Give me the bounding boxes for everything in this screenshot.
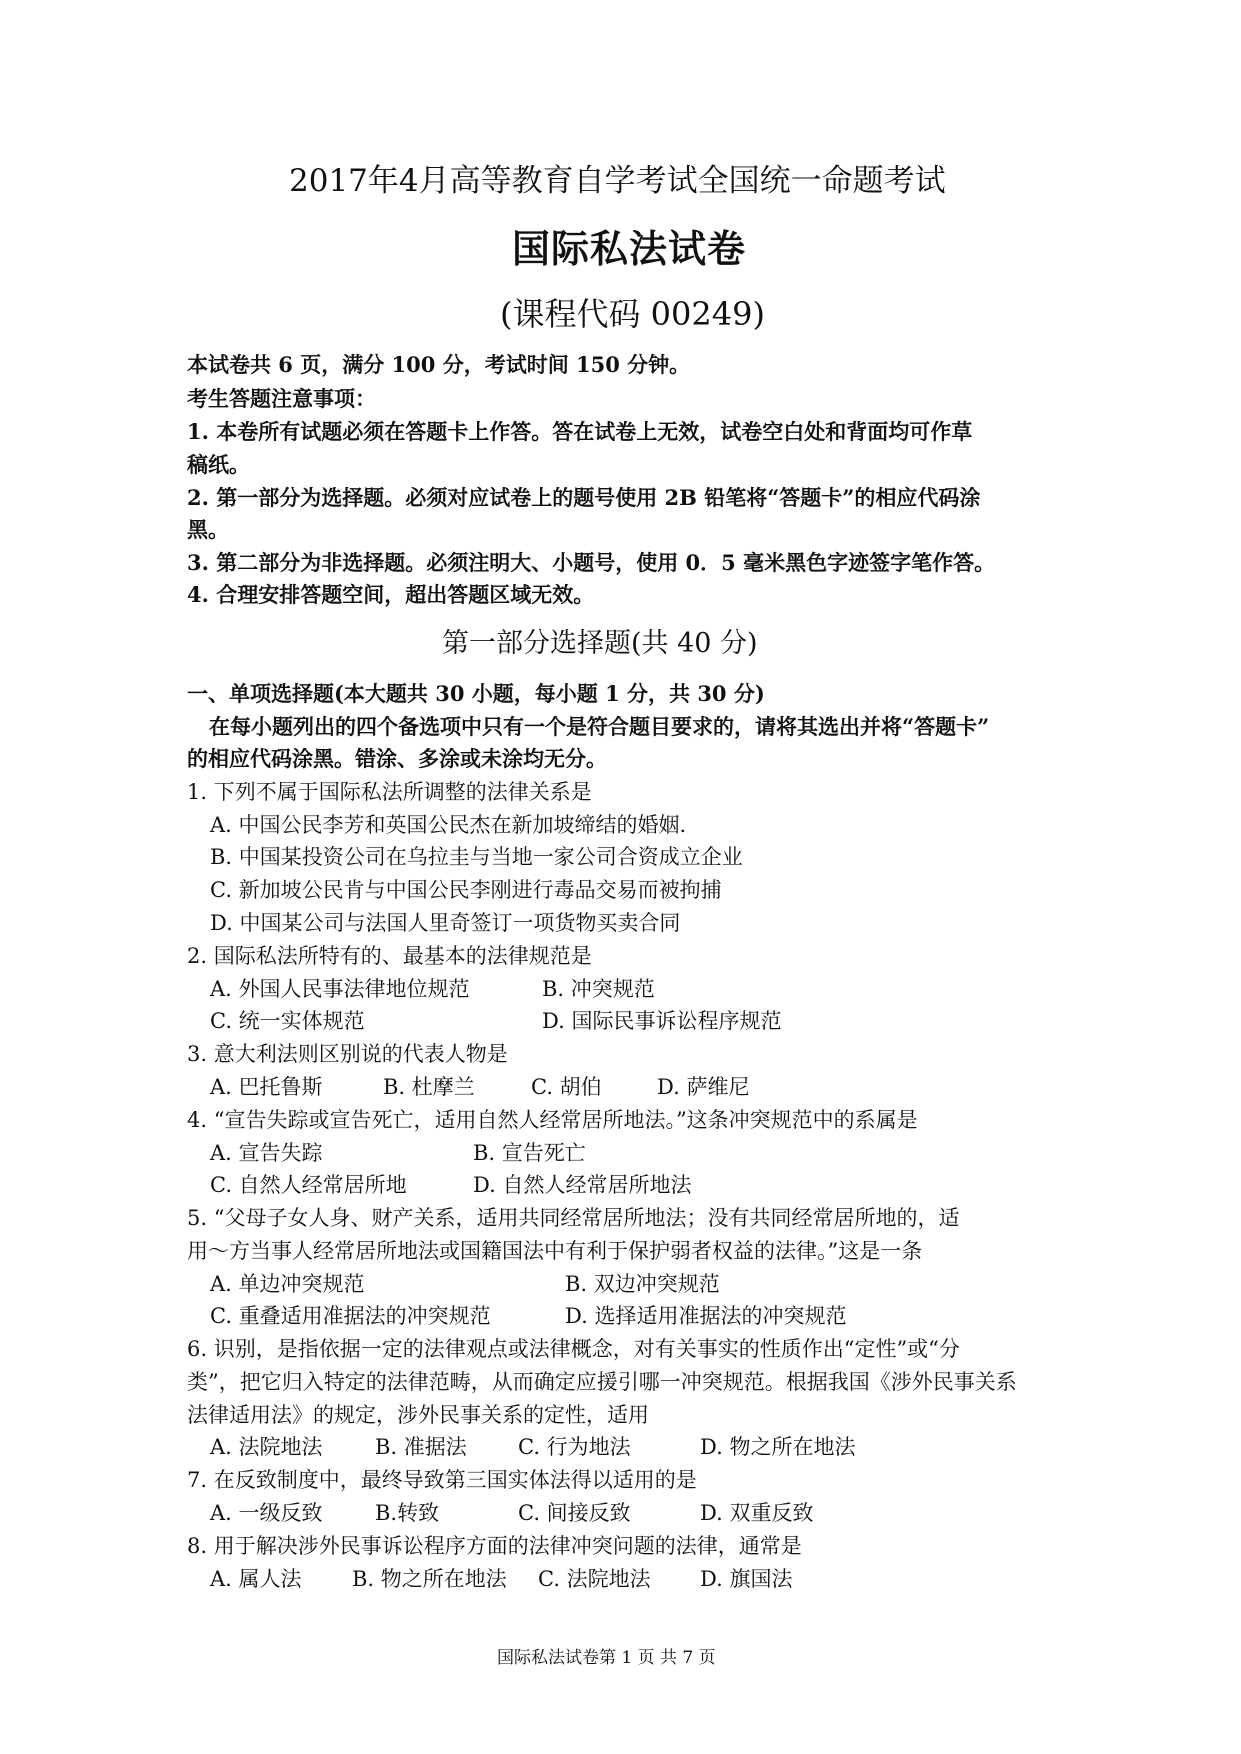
question-2-option-d: D. 国际民事诉讼程序规范 [542, 1009, 782, 1033]
question-3-option-d: D. 萨维尼 [657, 1075, 750, 1099]
question-2-option-b: B. 冲突规范 [542, 977, 655, 1001]
question-5-option-b: B. 双边冲突规范 [565, 1272, 720, 1296]
question-5: 5. “父母子女人身、财产关系，适用共同经常居所地法；没有共同经常居所地的，适 [187, 1206, 960, 1230]
question-7-option-c: C. 间接反致 [518, 1501, 631, 1525]
question-5-cont: 用～方当事人经常居所地法或国籍国法中有利于保护弱者权益的法律。”这是一条 [187, 1239, 923, 1263]
question-4: 4. “宣告失踪或宣告死亡，适用自然人经常居所地法。”这条冲突规范中的系属是 [187, 1108, 918, 1132]
question-3-option-b: B. 杜摩兰 [383, 1075, 475, 1099]
exam-title: 2017年4月高等教育自学考试全国统一命题考试 [289, 163, 946, 199]
question-1-option-a: A. 中国公民李芳和英国公民杰在新加坡缔结的婚姻. [210, 813, 687, 837]
question-6-cont-2: 法律适用法》的规定，涉外民事关系的定性，适用 [187, 1403, 649, 1427]
question-1: 1. 下列不属于国际私法所调整的法律关系是 [187, 780, 592, 804]
instruction-line-2: 的相应代码涂黑。错涂、多涂或未涂均无分。 [187, 746, 607, 771]
question-2-option-a: A. 外国人民事法律地位规范 [210, 977, 470, 1001]
paper-title: 国际私法试卷 [512, 226, 747, 271]
question-2: 2. 国际私法所特有的、最基本的法律规范是 [187, 944, 592, 968]
question-8: 8. 用于解决涉外民事诉讼程序方面的法律冲突问题的法律，通常是 [187, 1534, 802, 1558]
question-4-option-a: A. 宣告失踪 [210, 1141, 323, 1165]
question-7-option-d: D. 双重反致 [700, 1501, 814, 1525]
question-6-option-a: A. 法院地法 [210, 1435, 323, 1459]
question-5-option-c: C. 重叠适用准据法的冲突规范 [210, 1304, 491, 1328]
question-1-option-b: B. 中国某投资公司在乌拉圭与当地一家公司合资成立企业 [210, 845, 743, 869]
section-heading: 一、单项选择题(本大题共 30 小题，每小题 1 分，共 30 分) [187, 681, 765, 706]
question-3-option-a: A. 巴托鲁斯 [210, 1075, 323, 1099]
notice-item-2: 2. 第一部分为选择题。必须对应试卷上的题号使用 2B 铅笔将“答题卡”的相应代码涂 [187, 485, 981, 510]
question-7-option-a: A. 一级反致 [210, 1501, 323, 1525]
question-4-option-d: D. 自然人经常居所地法 [473, 1173, 692, 1197]
notice-item-2-cont: 黑。 [187, 517, 229, 542]
notice-item-1: 1. 本卷所有试题必须在答题卡上作答。答在试卷上无效，试卷空白处和背面均可作草 [187, 419, 973, 444]
question-1-option-d: D. 中国某公司与法国人里奇签订一项货物买卖合同 [210, 911, 681, 935]
instruction-line-1: 在每小题列出的四个备选项中只有一个是符合题目要求的，请将其选出并将“答题卡” [209, 714, 990, 739]
question-3: 3. 意大利法则区别说的代表人物是 [187, 1042, 508, 1066]
question-1-option-c: C. 新加坡公民肯与中国公民李刚进行毒品交易而被拘捕 [210, 878, 722, 902]
question-4-option-c: C. 自然人经常居所地 [210, 1173, 407, 1197]
question-6: 6. 识别，是指依据一定的法律观点或法律概念，对有关事实的性质作出“定性”或“分 [187, 1337, 960, 1361]
question-8-option-b: B. 物之所在地法 [352, 1567, 507, 1591]
course-code: (课程代码 00249) [500, 295, 765, 333]
question-5-option-d: D. 选择适用准据法的冲突规范 [565, 1304, 847, 1328]
question-8-option-d: D. 旗国法 [700, 1567, 793, 1591]
notice-item-4: 4. 合理安排答题空间，超出答题区域无效。 [187, 582, 595, 607]
question-6-option-c: C. 行为地法 [518, 1435, 631, 1459]
question-7-option-b: B.转致 [375, 1501, 440, 1525]
part-one-title: 第一部分选择题(共 40 分) [442, 628, 758, 659]
page-footer: 国际私法试卷第 1 页 共 7 页 [497, 1648, 716, 1668]
question-7: 7. 在反致制度中，最终导致第三国实体法得以适用的是 [187, 1468, 697, 1492]
notice-item-3: 3. 第二部分为非选择题。必须注明大、小题号，使用 0．5 毫米黑色字迹签字笔作答。 [187, 550, 996, 575]
question-8-option-a: A. 属人法 [210, 1567, 302, 1591]
question-6-option-b: B. 准据法 [375, 1435, 467, 1459]
question-6-option-d: D. 物之所在地法 [700, 1435, 856, 1459]
question-3-option-c: C. 胡伯 [531, 1075, 602, 1099]
exam-summary: 本试卷共 6 页，满分 100 分，考试时间 150 分钟。 [187, 352, 691, 377]
notice-item-1-cont: 稿纸。 [187, 452, 250, 477]
notice-heading: 考生答题注意事项： [187, 386, 376, 411]
question-5-option-a: A. 单边冲突规范 [210, 1272, 365, 1296]
question-4-option-b: B. 宣告死亡 [473, 1141, 586, 1165]
question-8-option-c: C. 法院地法 [538, 1567, 651, 1591]
question-6-cont-1: 类”，把它归入特定的法律范畴，从而确定应援引哪一冲突规范。根据我国《涉外民事关系 [187, 1370, 1017, 1394]
question-2-option-c: C. 统一实体规范 [210, 1009, 365, 1033]
